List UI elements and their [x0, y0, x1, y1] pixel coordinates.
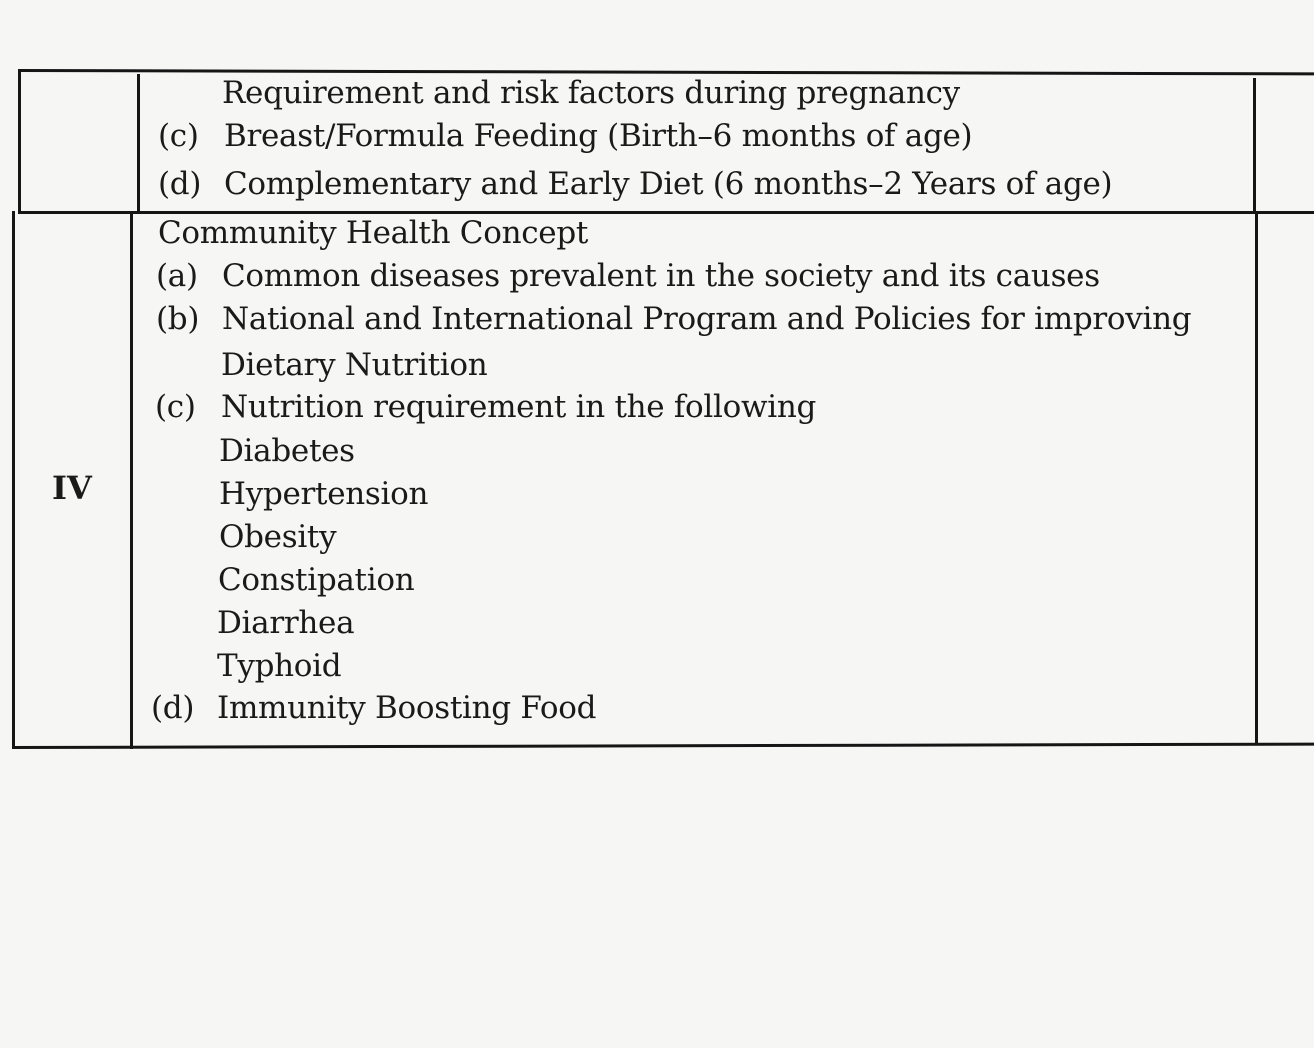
line-text: Diabetes — [219, 433, 355, 469]
sub-item-diarrhea — [217, 603, 354, 643]
table-left-border-lower — [12, 211, 15, 749]
heading-text: Community Health Concept — [158, 215, 589, 251]
item-marker: (a) — [156, 258, 198, 294]
item-d — [151, 688, 596, 728]
table-bottom-border — [12, 743, 1314, 749]
line-text: Nutrition requirement in the following — [221, 389, 817, 425]
item-marker: (b) — [156, 301, 200, 337]
unit-column-divider-lower — [130, 211, 133, 749]
item-marker: (c) — [158, 118, 199, 154]
row1-item-d — [158, 164, 1112, 204]
item-marker: (d) — [158, 166, 202, 202]
line-text: Dietary Nutrition — [221, 347, 488, 383]
item-marker: (d) — [151, 690, 195, 726]
sub-item-obesity — [219, 517, 336, 557]
content-column-divider — [1253, 78, 1256, 211]
item-b-continuation — [221, 345, 487, 385]
sub-item-hypertension — [219, 474, 428, 514]
line-text: Complementary and Early Diet (6 months–2 Years of age) — [224, 166, 1113, 202]
unit-number: IV — [52, 469, 92, 507]
line-text: Immunity Boosting Food — [217, 690, 597, 726]
item-marker: (c) — [155, 389, 196, 425]
item-c — [155, 387, 816, 427]
content-column-divider-lower — [1255, 213, 1258, 743]
line-text: Constipation — [218, 562, 415, 598]
item-a — [156, 256, 1100, 296]
table-left-border — [18, 69, 21, 214]
line-text: Common diseases prevalent in the society and its causes — [222, 258, 1100, 294]
line-text: Diarrhea — [217, 605, 355, 641]
sub-item-typhoid — [217, 646, 341, 686]
row1-line-continuation — [222, 73, 960, 113]
row1-item-c — [158, 116, 972, 156]
line-text: Breast/Formula Feeding (Birth–6 months of age) — [224, 118, 973, 154]
line-text: Hypertension — [219, 476, 429, 512]
item-b — [156, 299, 1191, 339]
line-text: Typhoid — [217, 648, 342, 684]
line-text: Obesity — [219, 519, 337, 555]
unit-column-divider — [137, 74, 140, 214]
sub-item-constipation — [218, 560, 414, 600]
unit-heading — [158, 213, 588, 253]
line-text: National and International Program and Policies for improving — [222, 301, 1192, 337]
sub-item-diabetes — [219, 431, 355, 471]
line-text: Requirement and risk factors during pregnancy — [222, 75, 960, 111]
